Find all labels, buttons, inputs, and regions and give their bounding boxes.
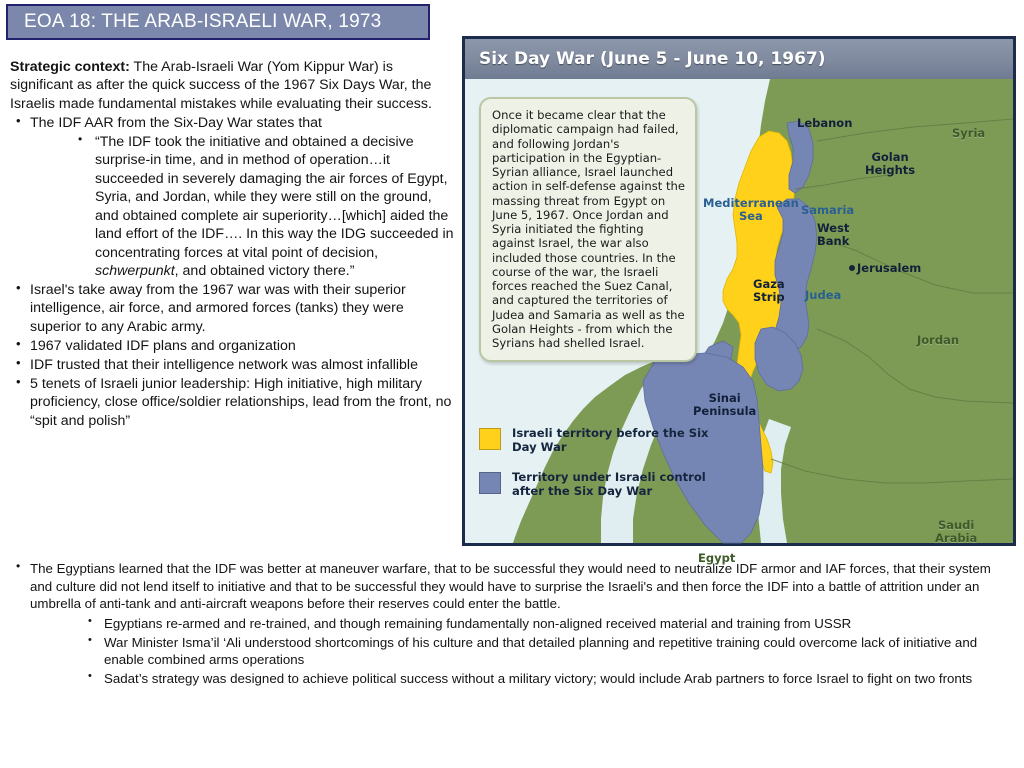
bullet-dot-icon: • bbox=[16, 335, 21, 351]
jerusalem-marker-icon bbox=[849, 265, 855, 271]
quote-text-part1: “The IDF took the initiative and obtained a decisive surprise-in time, and in method of operation…it succeeded in severely damaging the air forces of Egypt, Syria, and Jordan, while they were still on the ground, and obtained complete air superiority…[which] aided the land effort of the IDF…. In this way the IDG succeeded in concentrating forces at vital point of decision, bbox=[95, 133, 454, 261]
bullet-dot-icon: • bbox=[16, 354, 21, 370]
map-label-lebanon: Lebanon bbox=[797, 116, 853, 130]
map-label-sinai-peninsula: Sinai Peninsula bbox=[693, 391, 757, 418]
six-day-war-map bbox=[462, 36, 1016, 565]
bullet-text: The IDF AAR from the Six-Day War states that bbox=[30, 115, 322, 132]
page-title: EOA 18: THE ARAB-ISRAELI WAR, 1973 bbox=[24, 11, 382, 32]
bullet-text: 5 tenets of Israeli junior leadership: High initiative, high military proficiency, close office/soldier relationships, lead from the front, no “spit and polish” bbox=[30, 375, 452, 429]
map-label-saudi-arabia: Saudi Arabia bbox=[935, 518, 978, 545]
bullet-dot-icon: • bbox=[88, 615, 92, 628]
list-item bbox=[82, 634, 1016, 669]
legend-swatch-israeli-territory bbox=[479, 428, 501, 450]
bullet-text: Sadat’s strategy was designed to achieve political success without a military victory; would include Arab partners to force Israel to fight on two fronts bbox=[104, 671, 973, 687]
map-label-syria: Syria bbox=[952, 126, 986, 140]
bullet-dot-icon: • bbox=[16, 113, 21, 129]
left-sub-bullet-list bbox=[30, 133, 458, 281]
quote-text-part2: , and obtained victory there.” bbox=[174, 262, 355, 279]
map-label-judea: Judea bbox=[805, 288, 842, 302]
bullet-text: War Minister Isma’il ‘Ali understood shortcomings of his culture and that detailed planning and repetitive training could overcome lack of initiative and enable combined arms operations bbox=[104, 634, 978, 668]
list-item bbox=[73, 133, 458, 281]
strategic-context-paragraph bbox=[10, 58, 458, 113]
bullet-dot-icon: • bbox=[16, 279, 21, 295]
left-bullet-list bbox=[10, 114, 458, 430]
bullet-text: 1967 validated IDF plans and organization bbox=[30, 337, 296, 354]
bullet-text: The Egyptians learned that the IDF was better at maneuver warfare, that to be successful they would need to neutralize IDF armor and IAF forces, that their system and culture did not lend itself to initiative and that to be successful they would have to surprise the Israeli's and then force the IDF into a battle of attrition under an umbrella of anti-tank and anti-aircraft weapons before their reserves could enter the battle. bbox=[30, 561, 991, 612]
map-label-west-bank: West Bank bbox=[817, 221, 850, 248]
map-header-band bbox=[465, 39, 1013, 79]
map-label-golan-heights: Golan Heights bbox=[865, 150, 916, 177]
bullet-dot-icon: • bbox=[88, 633, 92, 646]
bullet-text: Israel's take away from the 1967 war was with their superior intelligence, air force, and armored forces (tanks) they were superior to any Arabic army. bbox=[30, 281, 406, 335]
list-item bbox=[82, 670, 1016, 688]
map-label-mediterranean-sea: Mediterranean Sea bbox=[703, 196, 799, 223]
bullet-text: Egyptians re-armed and re-trained, and though remaining fundamentally non-aligned received material and training from USSR bbox=[104, 616, 852, 632]
list-item bbox=[10, 281, 458, 336]
quote-text-italic: schwerpunkt bbox=[95, 262, 175, 279]
legend-swatch-controlled-territory bbox=[479, 472, 501, 494]
bullet-dot-icon: • bbox=[78, 131, 83, 146]
legend-label: Territory under Israeli control after the Six Day War bbox=[512, 469, 706, 498]
map-label-jordan: Jordan bbox=[917, 333, 960, 347]
bullet-dot-icon: • bbox=[16, 559, 21, 573]
legend-item bbox=[479, 427, 727, 455]
strategic-context-label: Strategic context: bbox=[10, 59, 130, 75]
slide-title-bar bbox=[6, 4, 430, 40]
map-label-gaza-strip: Gaza Strip bbox=[753, 277, 785, 304]
bullet-dot-icon: • bbox=[88, 670, 92, 683]
legend-item bbox=[479, 471, 727, 499]
list-item bbox=[10, 114, 458, 280]
map-label-samaria: Samaria bbox=[801, 203, 855, 217]
map-title: Six Day War (June 5 - June 10, 1967) bbox=[479, 49, 826, 69]
bottom-text-column bbox=[8, 560, 1016, 689]
map-legend bbox=[479, 427, 727, 515]
list-item bbox=[8, 560, 1016, 613]
bullet-text: IDF trusted that their intelligence network was almost infallible bbox=[30, 356, 418, 373]
list-item bbox=[10, 337, 458, 355]
legend-label: Israeli territory before the Six Day War bbox=[512, 426, 709, 454]
bullet-dot-icon: • bbox=[16, 373, 21, 389]
bottom-sub-bullet-list bbox=[8, 615, 1016, 688]
map-label-egypt: Egypt bbox=[698, 551, 736, 565]
map-label-jerusalem: Jerusalem bbox=[857, 261, 922, 275]
list-item bbox=[10, 375, 458, 430]
bottom-bullet-list bbox=[8, 560, 1016, 613]
strategic-context-text: The Arab-Israeli War (Yom Kippur War) is significant as after the quick success of the 1967 Six Days War, the Israelis made fundamental mistakes while evaluating their success. bbox=[10, 59, 432, 112]
list-item bbox=[10, 356, 458, 374]
map-info-textbox: Once it became clear that the diplomatic campaign had failed, and following Jordan's participation in the Egyptian-Syrian alliance, Israel launched action in self-defense against the massing threat from Egypt on June 5, 1967. Once Jordan and Syria initiated the fighting against Israel, the war also included those countries. In the course of the war, the Israeli forces reached the Suez Canal, and captured the territories of Judea and Samaria as well as the Golan Heights - from which the Syrians had shelled Israel. bbox=[479, 97, 697, 362]
left-text-column bbox=[10, 58, 458, 431]
list-item bbox=[82, 615, 1016, 633]
